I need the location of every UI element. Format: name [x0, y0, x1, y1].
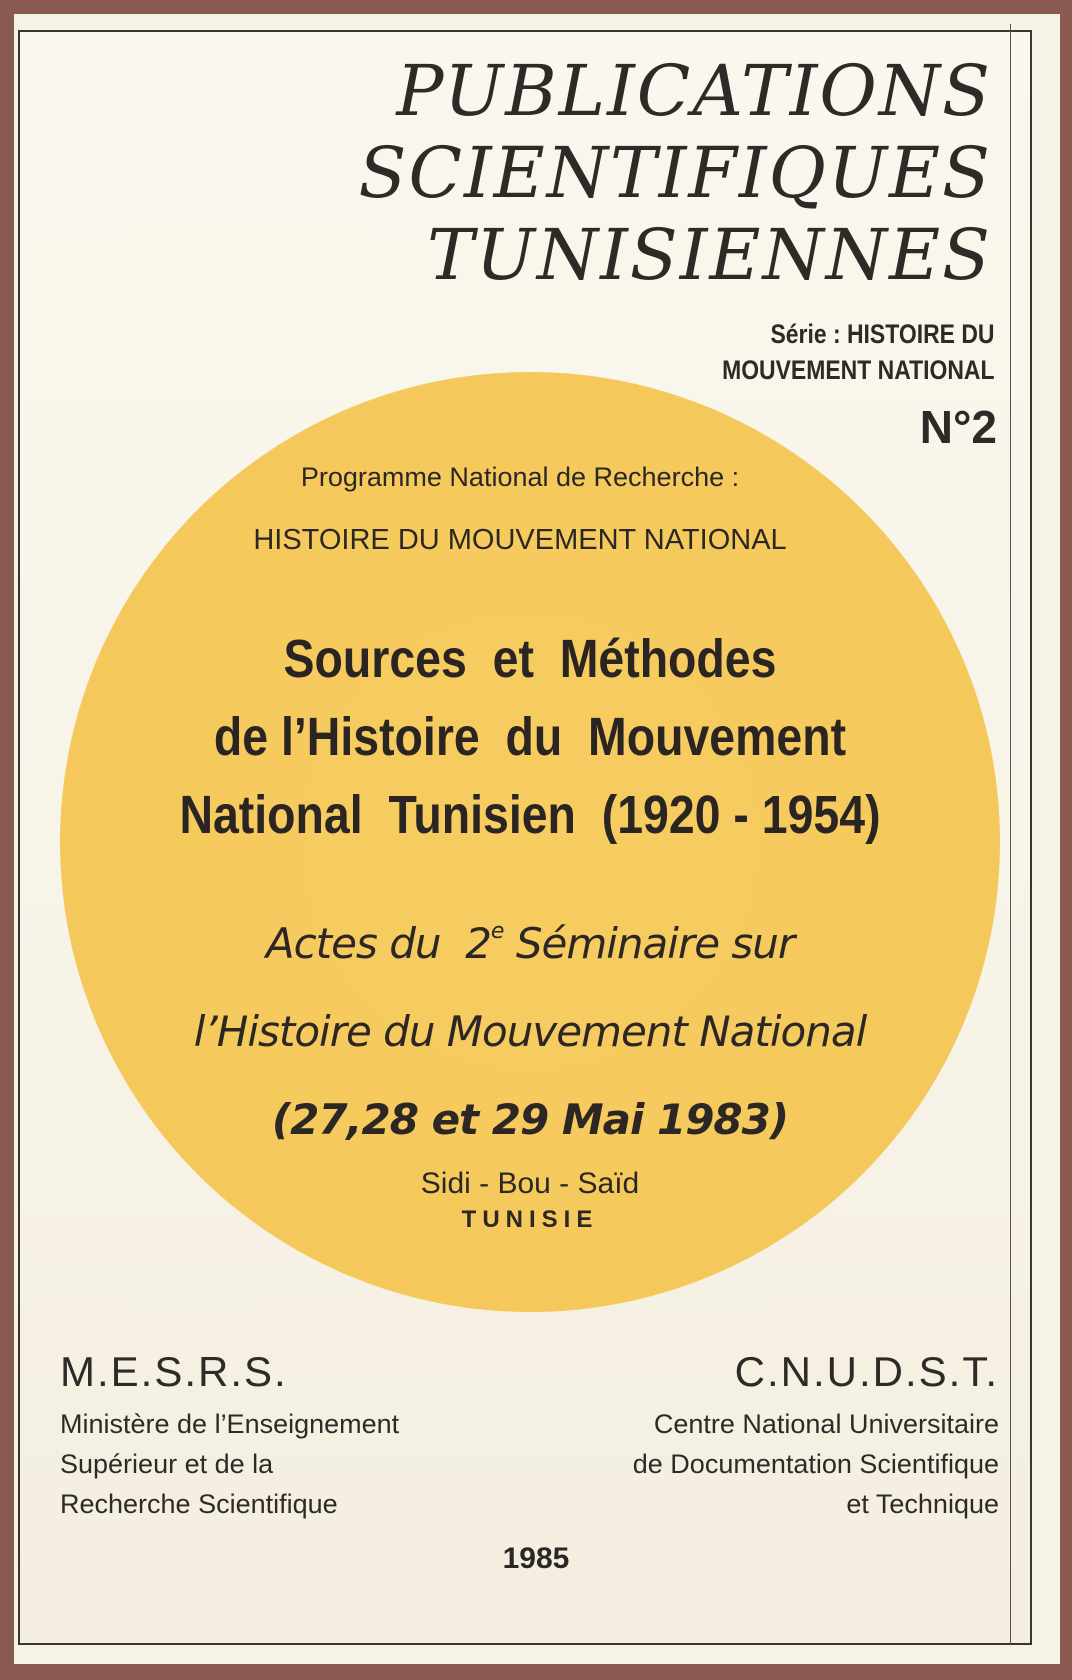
location-country: TUNISIE — [461, 1206, 599, 1233]
mesrs-line-2: Supérieur et de la — [60, 1449, 274, 1479]
series-title — [358, 50, 992, 296]
cnudst-line-1: Centre National Universitaire — [653, 1409, 999, 1439]
cnudst-acronym: C.N.U.D.S.T. — [734, 1348, 999, 1395]
proceedings-line-1-post: Séminaire sur — [503, 919, 795, 968]
location-city: Sidi - Bou - Saïd — [420, 1167, 640, 1200]
proceedings-line-1 — [100, 888, 960, 988]
series-title-line-2: SCIENTIFIQUES — [358, 132, 992, 214]
publisher-mesrs — [60, 1348, 399, 1524]
mesrs-line-3: Recherche Scientifique — [60, 1489, 338, 1519]
ordinal-superscript: e — [490, 919, 504, 944]
series-title-line-1: PUBLICATIONS — [396, 50, 992, 132]
mesrs-line-1: Ministère de l’Enseignement — [60, 1409, 400, 1439]
proceedings-line-2: l’Histoire du Mouvement National — [193, 1007, 867, 1056]
serie-label — [722, 316, 994, 388]
inner-rule — [1010, 24, 1011, 1644]
book-title-line-2: de l’Histoire du Mouvement — [213, 707, 847, 767]
programme-label: Programme National de Recherche : — [300, 462, 740, 492]
serie-label-line-1: Série : HISTOIRE DU — [769, 319, 994, 349]
publication-year: 1985 — [502, 1542, 570, 1575]
seminar-dates: (27,28 et 29 Mai 1983) — [271, 1095, 789, 1144]
volume-number: N°2 — [919, 401, 997, 453]
proceedings-line-1-pre: Actes du 2 — [265, 919, 491, 968]
publisher-cnudst — [633, 1348, 999, 1524]
series-title-line-3: TUNISIENNES — [427, 214, 992, 296]
programme-subject: HISTOIRE DU MOUVEMENT NATIONAL — [253, 524, 787, 556]
mesrs-acronym: M.E.S.R.S. — [60, 1348, 288, 1395]
cnudst-line-2: de Documentation Scientifique — [632, 1449, 999, 1479]
proceedings-subtitle — [100, 888, 960, 1164]
cnudst-line-3: et Technique — [846, 1489, 999, 1519]
book-title-line-1: Sources et Méthodes — [283, 629, 777, 689]
serie-label-line-2: MOUVEMENT NATIONAL — [721, 355, 994, 385]
book-title — [169, 620, 891, 854]
book-title-line-3: National Tunisien (1920 - 1954) — [179, 785, 881, 845]
